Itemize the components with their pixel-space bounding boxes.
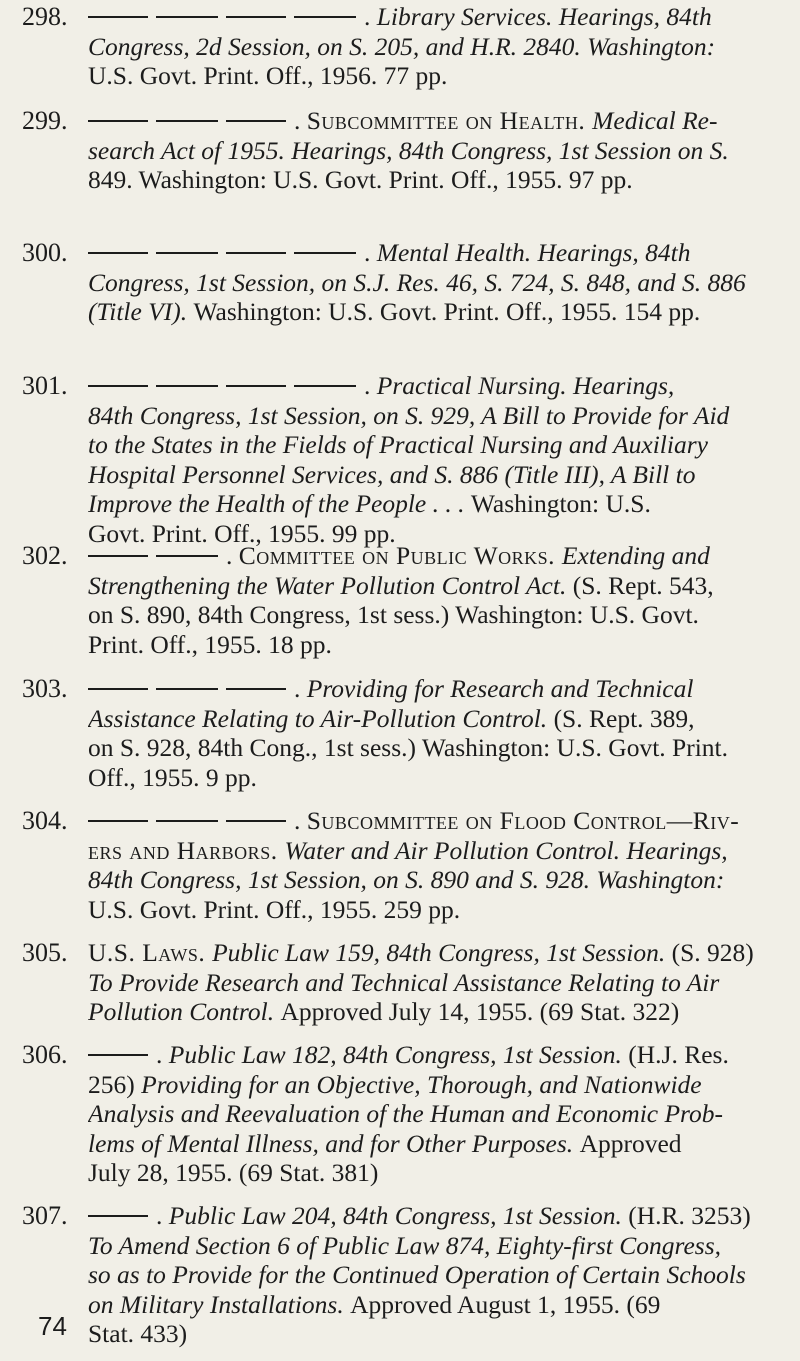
entry-line [88, 489, 784, 519]
text-segment: To Amend Section 6 of Public Law 874, Eighty-first Congress, [88, 1230, 722, 1260]
entry-text [88, 2, 784, 91]
text-segment: Assistance Relating to Air-Pollution Control. [88, 703, 554, 733]
text-segment: 84th Congress, 1st Session, on S. 890 and S. 928. Washington: [88, 865, 725, 894]
entry-line [88, 1099, 784, 1129]
entry-number: 306. [22, 1040, 68, 1069]
text-segment: Water and Air Pollution Control. Hearings, [284, 835, 728, 865]
entry-line [88, 763, 784, 793]
text-segment: Off., 1955. 9 pp. [88, 762, 257, 792]
text-segment: Approved [579, 1128, 682, 1158]
text-segment: Extending and [561, 541, 710, 570]
text-segment: (S. Rept. 389, [553, 703, 695, 733]
ditto-rule [226, 120, 286, 122]
entry-number: 302. [22, 541, 68, 570]
entry-line [88, 460, 784, 490]
entry-line [88, 1129, 784, 1159]
entry-line [88, 1319, 784, 1349]
entry-text [88, 806, 784, 924]
ditto-rule [156, 820, 218, 822]
text-segment: (H.J. Res. [628, 1040, 729, 1069]
text-segment: Analysis and Reevaluation of the Human and Economic Prob- [88, 1099, 724, 1128]
entry-line [88, 571, 784, 601]
text-segment: U.S. Laws. [88, 938, 213, 967]
entry-line [88, 806, 784, 836]
text-segment: July 28, 1955. (69 Stat. 381) [88, 1158, 379, 1187]
entry-number: 305. [22, 938, 68, 967]
entry-number: 299. [22, 106, 68, 135]
text-segment: on Military Installations. [88, 1289, 351, 1319]
text-segment: 849. Washington: U.S. Govt. Print. Off., 1955. 97 pp. [88, 165, 633, 194]
entry-line [88, 401, 784, 431]
entry-number: 303. [22, 674, 68, 703]
entry-text [88, 106, 784, 195]
text-segment: Congress, 1st Session, on S.J. Res. 46, S. 724, S. 848, and S. 886 [88, 267, 746, 297]
ditto-rule [156, 120, 218, 122]
text-segment: . [156, 1040, 169, 1069]
ditto-rule [88, 555, 148, 557]
text-segment: (S. Rept. 543, [572, 570, 714, 600]
ditto-rule [88, 820, 148, 822]
text-segment: search Act of 1955. Hearings, 84th Congress, 1st Session on S. [88, 135, 729, 165]
entry-line [88, 61, 784, 91]
ditto-rule [294, 252, 356, 254]
text-segment: . [364, 2, 377, 31]
text-segment: Providing for Research and Technical [306, 674, 694, 703]
text-segment: . [294, 806, 307, 835]
entry-line [88, 836, 784, 866]
ditto-rule [88, 1215, 148, 1217]
text-segment: Public Law 159, 84th Congress, 1st Session. [212, 938, 672, 967]
text-segment: . [294, 106, 307, 135]
entry-line [88, 136, 784, 166]
text-segment: Hospital Personnel Services, and S. 886 (Title III), A Bill to [88, 459, 696, 489]
ditto-rule [156, 16, 218, 18]
text-segment: . [364, 238, 377, 267]
text-segment: . [156, 1201, 169, 1230]
entry-line [88, 1201, 784, 1231]
text-segment: Providing for an Objective, Thorough, and Nationwide [141, 1069, 702, 1099]
ditto-rule [226, 252, 286, 254]
entry-line [88, 238, 784, 268]
ditto-rule [294, 16, 356, 18]
text-segment: Approved August 1, 1955. (69 [350, 1289, 661, 1319]
ditto-rule [294, 385, 356, 387]
entry-text [88, 238, 784, 327]
ditto-rule [88, 1054, 148, 1056]
text-segment: . [226, 541, 239, 570]
text-segment: U.S. Govt. Print. Off., 1956. 77 pp. [88, 61, 448, 90]
text-segment: Print. Off., 1955. 18 pp. [88, 629, 332, 659]
ditto-rule [226, 385, 286, 387]
entry-line [88, 1290, 784, 1320]
text-segment: lems of Mental Illness, and for Other Purposes. [88, 1128, 580, 1158]
text-segment: Public Law 182, 84th Congress, 1st Session. [168, 1040, 629, 1069]
entry-line [88, 938, 784, 968]
entry-line [88, 1040, 784, 1070]
entry-line [88, 997, 784, 1027]
ditto-rule [226, 820, 286, 822]
entry-text [88, 1040, 784, 1188]
ditto-rule [226, 16, 286, 18]
entry-number: 300. [22, 238, 68, 267]
text-segment: (Title VI). [88, 297, 194, 326]
text-segment: 256) [88, 1069, 142, 1099]
text-segment: . [364, 371, 377, 400]
text-segment: 84th Congress, 1st Session, on S. 929, A Bill to Provide for Aid [88, 400, 730, 430]
entry-line [88, 32, 784, 62]
entry-line [88, 704, 784, 734]
text-segment: Medical Re- [592, 106, 718, 135]
entry-line [88, 2, 784, 32]
entry-line [88, 106, 784, 136]
entry-line [88, 1260, 784, 1290]
ditto-rule [88, 385, 148, 387]
entry-line [88, 865, 784, 895]
text-segment: Approved July 14, 1955. (69 Stat. 322) [280, 997, 680, 1026]
entry-number: 304. [22, 806, 68, 835]
page-number: 74 [38, 1311, 67, 1341]
entry-text [88, 541, 784, 659]
entry-line [88, 297, 784, 327]
entry-text [88, 938, 784, 1027]
entry-line [88, 371, 784, 401]
ditto-rule [156, 385, 218, 387]
text-segment: Washington: U.S. Govt. Print. Off., 1955. 154 pp. [193, 297, 701, 326]
text-segment: Congress, 2d Session, on S. 205, and H.R. 2840. Washington: [88, 31, 716, 61]
ditto-rule [156, 688, 218, 690]
ditto-rule [88, 16, 148, 18]
entry-line [88, 430, 784, 460]
entry-text [88, 1201, 784, 1349]
ditto-rule [88, 688, 148, 690]
text-segment: Strengthening the Water Pollution Control Act. [88, 570, 573, 600]
entry-line [88, 630, 784, 660]
text-segment: Mental Health. Hearings, 84th [376, 238, 691, 267]
text-segment: To Provide Research and Technical Assistance Relating to Air [88, 967, 720, 997]
text-segment: U.S. Govt. Print. Off., 1955. 259 pp. [88, 894, 461, 924]
entry-line [88, 1158, 784, 1188]
text-segment: Improve the Health of the People . . . [88, 489, 471, 518]
entry-number: 301. [22, 371, 68, 400]
ditto-rule [88, 252, 148, 254]
text-segment: on S. 890, 84th Congress, 1st sess.) Washington: U.S. Govt. [88, 600, 699, 629]
text-segment: Subcommittee on Flood Control—Riv- [306, 806, 740, 835]
text-segment: Washington: U.S. [470, 489, 651, 518]
text-segment: ers and Harbors. [88, 835, 285, 865]
ditto-rule [156, 252, 218, 254]
text-segment: Committee on Public Works. [238, 541, 562, 570]
text-segment: Govt. Print. Off., 1955. 99 pp. [88, 518, 396, 548]
text-segment: Public Law 204, 84th Congress, 1st Session. [168, 1201, 629, 1230]
entry-line [88, 541, 784, 571]
text-segment: Practical Nursing. Hearings, [376, 371, 675, 400]
entry-line [88, 733, 784, 763]
entry-line [88, 268, 784, 298]
entry-line [88, 895, 784, 925]
entry-line [88, 968, 784, 998]
entry-number: 307. [22, 1201, 68, 1230]
entry-text [88, 371, 784, 548]
text-segment: so as to Provide for the Continued Operation of Certain Schools [88, 1260, 746, 1289]
ditto-rule [156, 555, 218, 557]
entry-line [88, 1070, 784, 1100]
text-segment: Subcommittee on Health. [306, 106, 593, 135]
entry-line [88, 600, 784, 630]
entry-line [88, 1231, 784, 1261]
text-segment: on S. 928, 84th Cong., 1st sess.) Washington: U.S. Govt. Print. [88, 733, 728, 762]
ditto-rule [226, 688, 286, 690]
text-segment: Pollution Control. [88, 997, 281, 1026]
text-segment: (S. 928) [671, 938, 754, 967]
entry-text [88, 674, 784, 792]
text-segment: to the States in the Fields of Practical Nursing and Auxiliary [88, 430, 708, 459]
entry-line [88, 165, 784, 195]
entry-number: 298. [22, 2, 68, 31]
text-segment: Stat. 433) [88, 1319, 188, 1348]
entry-line [88, 674, 784, 704]
text-segment: Library Services. Hearings, 84th [376, 2, 712, 31]
text-segment: . [294, 674, 307, 703]
text-segment: (H.R. 3253) [628, 1201, 751, 1230]
ditto-rule [88, 120, 148, 122]
